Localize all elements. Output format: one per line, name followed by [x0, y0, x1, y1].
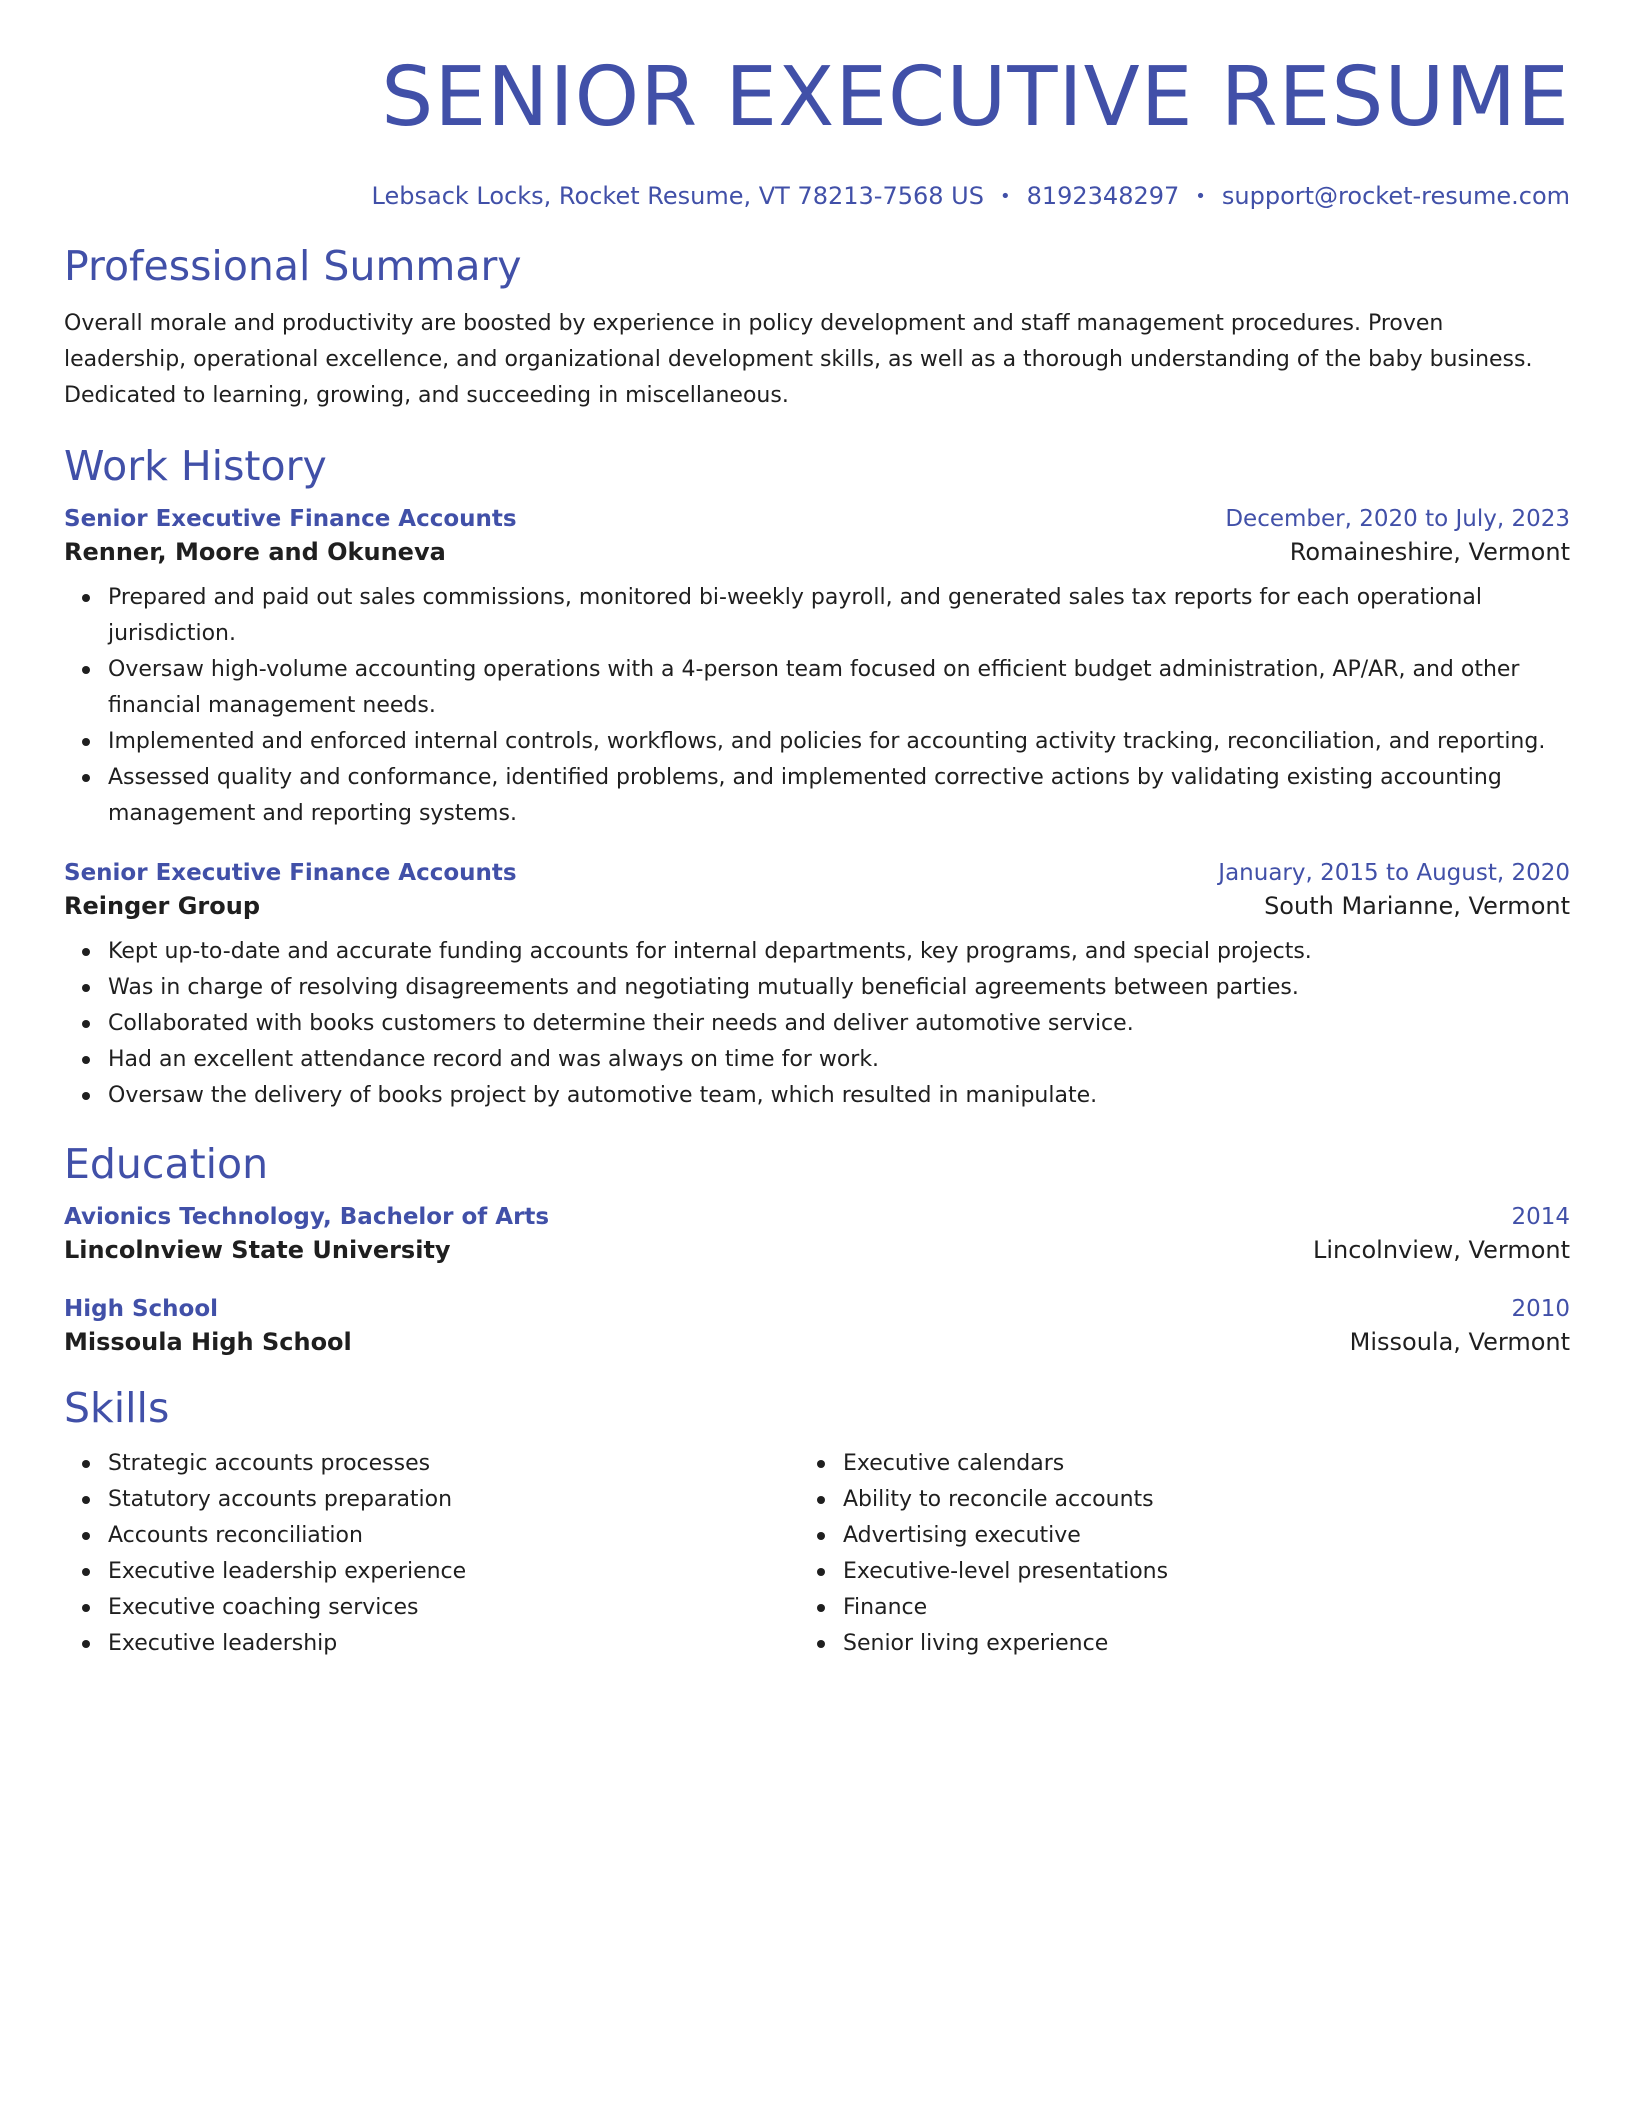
job-title: Senior Executive Finance Accounts	[64, 506, 517, 532]
skill-item: Executive leadership	[108, 1626, 799, 1662]
skill-item: Advertising executive	[843, 1518, 1534, 1554]
skill-item: Accounts reconciliation	[108, 1518, 799, 1554]
job-bullet-list	[64, 580, 1570, 832]
job-dates: December, 2020 to July, 2023	[1225, 506, 1570, 532]
separator-dot: •	[1195, 186, 1206, 207]
education-entry	[64, 1296, 1570, 1356]
separator-dot: •	[999, 186, 1011, 207]
contact-line	[64, 182, 1570, 210]
section-title-work-history: Work History	[64, 442, 327, 490]
job-bullet: Was in charge of resolving disagreements and negotiating mutually beneficial agreements between parties.	[108, 970, 1570, 1006]
summary-text: Overall morale and productivity are boosted by experience in policy development and staff management procedures. Proven leadership, operational excellence, and organizational development skills, as well as a thorough understanding of the baby business. Dedicated to learning, growing, and succeeding in miscellaneous.	[64, 311, 1533, 408]
summary-section	[64, 240, 1570, 414]
education-year: 2014	[1511, 1204, 1570, 1230]
contact-email[interactable]: support@rocket-resume.com	[1221, 182, 1570, 210]
skill-item: Strategic accounts processes	[108, 1446, 799, 1482]
job-entry	[64, 506, 1570, 832]
job-header-row	[64, 860, 1570, 886]
job-header-row	[64, 506, 1570, 532]
skill-item: Senior living experience	[843, 1626, 1534, 1662]
job-bullet: Oversaw high-volume accounting operations with a 4-person team focused on efficient budget administration, AP/AR, and other financial management needs.	[108, 652, 1570, 724]
job-bullet: Oversaw the delivery of books project by automotive team, which resulted in manipulate.	[108, 1078, 1570, 1114]
section-title-skills: Skills	[64, 1384, 170, 1432]
education-degree: Avionics Technology, Bachelor of Arts	[64, 1204, 550, 1230]
skills-section	[64, 1382, 1570, 1662]
skills-list-left	[64, 1446, 799, 1662]
job-bullet: Prepared and paid out sales commissions, monitored bi-weekly payroll, and generated sales tax reports for each operational jurisdiction.	[108, 580, 1570, 652]
contact-phone: 8192348297	[1026, 182, 1180, 210]
job-bullet-list	[64, 934, 1570, 1114]
skill-item: Finance	[843, 1590, 1534, 1626]
job-location: Romaineshire, Vermont	[1289, 538, 1570, 566]
job-bullet: Collaborated with books customers to determine their needs and deliver automotive service.	[108, 1006, 1570, 1042]
contact-address: Lebsack Locks, Rocket Resume, VT 78213-7568 US	[371, 182, 984, 210]
job-bullet: Implemented and enforced internal controls, workflows, and policies for accounting activity tracking, reconciliation, and reporting.	[108, 724, 1570, 760]
skill-item: Executive calendars	[843, 1446, 1534, 1482]
education-header-row	[64, 1296, 1570, 1322]
job-entry	[64, 860, 1570, 1114]
skill-item: Executive leadership experience	[108, 1554, 799, 1590]
section-title-education: Education	[64, 1140, 269, 1188]
job-company: Reinger Group	[64, 892, 261, 920]
job-company-row	[64, 892, 1570, 920]
job-dates: January, 2015 to August, 2020	[1218, 860, 1570, 886]
job-bullet: Assessed quality and conformance, identified problems, and implemented corrective actions by validating existing accounting management and reporting systems.	[108, 760, 1570, 832]
job-title: Senior Executive Finance Accounts	[64, 860, 517, 886]
education-location: Lincolnview, Vermont	[1313, 1236, 1570, 1264]
work-history-section	[64, 440, 1570, 1114]
education-year: 2010	[1511, 1296, 1570, 1322]
skill-item: Executive coaching services	[108, 1590, 799, 1626]
job-bullet: Had an excellent attendance record and was always on time for work.	[108, 1042, 1570, 1078]
section-title-summary: Professional Summary	[64, 242, 522, 290]
education-degree: High School	[64, 1296, 219, 1322]
skill-item: Statutory accounts preparation	[108, 1482, 799, 1518]
skills-list-right	[799, 1446, 1534, 1662]
job-bullet: Kept up-to-date and accurate funding accounts for internal departments, key programs, and special projects.	[108, 934, 1570, 970]
education-school-row	[64, 1328, 1570, 1356]
education-school: Lincolnview State University	[64, 1236, 451, 1264]
education-school: Missoula High School	[64, 1328, 352, 1356]
skill-item: Executive-level presentations	[843, 1554, 1534, 1590]
education-location: Missoula, Vermont	[1349, 1328, 1570, 1356]
resume-header	[64, 50, 1570, 210]
education-entry	[64, 1204, 1570, 1264]
job-location: South Marianne, Vermont	[1264, 892, 1570, 920]
resume-title: SENIOR EXECUTIVE RESUME	[381, 50, 1570, 145]
education-school-row	[64, 1236, 1570, 1264]
education-section	[64, 1138, 1570, 1356]
job-company-row	[64, 538, 1570, 566]
education-header-row	[64, 1204, 1570, 1230]
job-company: Renner, Moore and Okuneva	[64, 538, 446, 566]
skills-columns	[64, 1446, 1570, 1662]
skill-item: Ability to reconcile accounts	[843, 1482, 1534, 1518]
